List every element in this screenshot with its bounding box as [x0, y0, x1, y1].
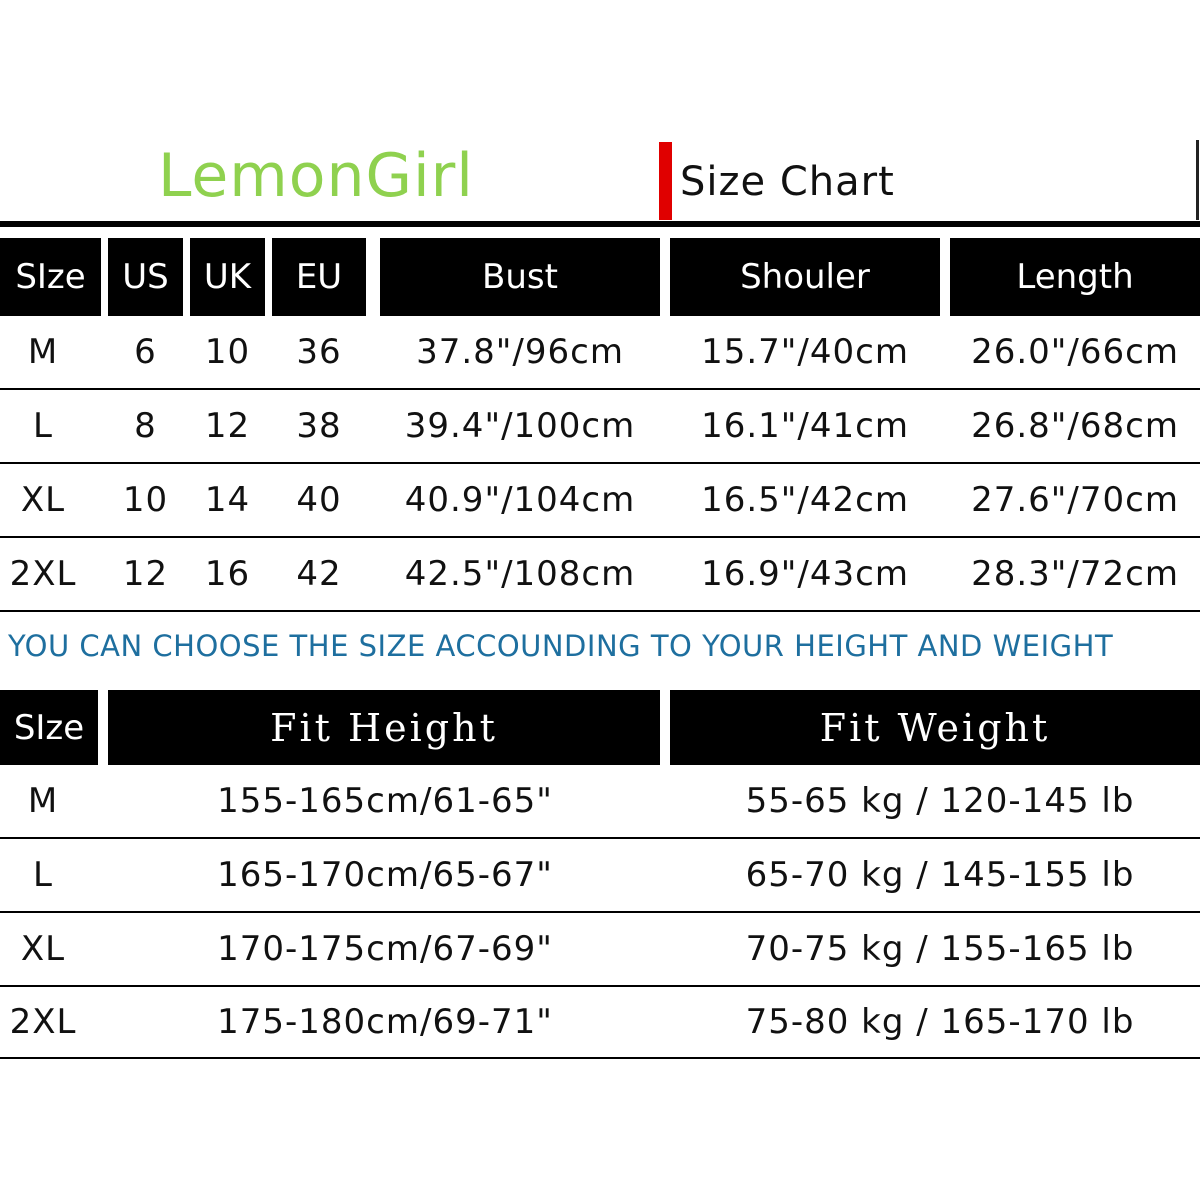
- fit-table-header: [0, 690, 1200, 765]
- cell-us: 12: [122, 554, 169, 594]
- table-row: [0, 839, 1200, 913]
- cell-length: 27.6"/70cm: [971, 480, 1179, 520]
- cell-eu: 42: [296, 554, 342, 594]
- cell-size: 2XL: [9, 554, 77, 594]
- header-size: SIze: [0, 238, 101, 316]
- table-row: [0, 390, 1200, 464]
- cell-fit-height: 165-170cm/65-67": [217, 855, 553, 895]
- cell-size: M: [27, 332, 59, 372]
- cell-fit-weight: 55-65 kg / 120-145 lb: [745, 781, 1135, 821]
- table-row: [0, 913, 1200, 987]
- table-row: [0, 987, 1200, 1059]
- cell-fit-height: 155-165cm/61-65": [217, 781, 553, 821]
- header-length: Length: [950, 238, 1200, 316]
- size-guidance-note: YOU CAN CHOOSE THE SIZE ACCOUNDING TO YOUR HEIGHT AND WEIGHT: [8, 629, 1114, 663]
- cell-shoulder: 15.7"/40cm: [701, 332, 909, 372]
- header-eu: EU: [272, 238, 366, 316]
- cell-shoulder: 16.1"/41cm: [701, 406, 909, 446]
- table-row: [0, 765, 1200, 839]
- cell-eu: 38: [296, 406, 342, 446]
- cell-size: 2XL: [9, 1002, 77, 1042]
- cell-size: XL: [20, 480, 66, 520]
- title-box-edge: [1196, 140, 1199, 220]
- cell-length: 26.0"/66cm: [971, 332, 1179, 372]
- cell-size: L: [33, 855, 53, 895]
- table-row: [0, 464, 1200, 538]
- header-fit-weight: Fit Weight: [670, 690, 1200, 765]
- cell-fit-weight: 70-75 kg / 155-165 lb: [745, 929, 1135, 969]
- cell-fit-height: 175-180cm/69-71": [217, 1002, 553, 1042]
- header-us: US: [108, 238, 183, 316]
- cell-size: L: [33, 406, 53, 446]
- brand-logo-text: LemonGirl: [158, 141, 474, 211]
- top-divider: [0, 221, 1200, 227]
- cell-fit-weight: 65-70 kg / 145-155 lb: [745, 855, 1135, 895]
- cell-us: 6: [134, 332, 157, 372]
- title-accent-bar: [659, 142, 672, 220]
- cell-bust: 37.8"/96cm: [416, 332, 624, 372]
- cell-bust: 39.4"/100cm: [404, 406, 636, 446]
- header-shoulder: Shouler: [670, 238, 940, 316]
- cell-length: 28.3"/72cm: [971, 554, 1179, 594]
- cell-uk: 12: [204, 406, 251, 446]
- header-uk: UK: [190, 238, 265, 316]
- cell-eu: 36: [296, 332, 342, 372]
- cell-fit-weight: 75-80 kg / 165-170 lb: [745, 1002, 1135, 1042]
- table-row: [0, 538, 1200, 612]
- cell-fit-height: 170-175cm/67-69": [217, 929, 553, 969]
- cell-uk: 14: [204, 480, 251, 520]
- cell-length: 26.8"/68cm: [971, 406, 1179, 446]
- header-size: SIze: [0, 690, 98, 765]
- cell-shoulder: 16.9"/43cm: [701, 554, 909, 594]
- cell-size: XL: [20, 929, 66, 969]
- cell-eu: 40: [296, 480, 342, 520]
- cell-bust: 40.9"/104cm: [404, 480, 636, 520]
- cell-us: 10: [122, 480, 169, 520]
- cell-size: M: [27, 781, 59, 821]
- cell-shoulder: 16.5"/42cm: [701, 480, 909, 520]
- page-title: Size Chart: [680, 159, 895, 205]
- header-fit-height: Fit Height: [108, 690, 660, 765]
- header-bust: Bust: [380, 238, 660, 316]
- cell-uk: 16: [204, 554, 251, 594]
- table-row: [0, 316, 1200, 390]
- cell-bust: 42.5"/108cm: [404, 554, 636, 594]
- cell-us: 8: [134, 406, 157, 446]
- cell-uk: 10: [204, 332, 251, 372]
- size-table-header: [0, 238, 1200, 316]
